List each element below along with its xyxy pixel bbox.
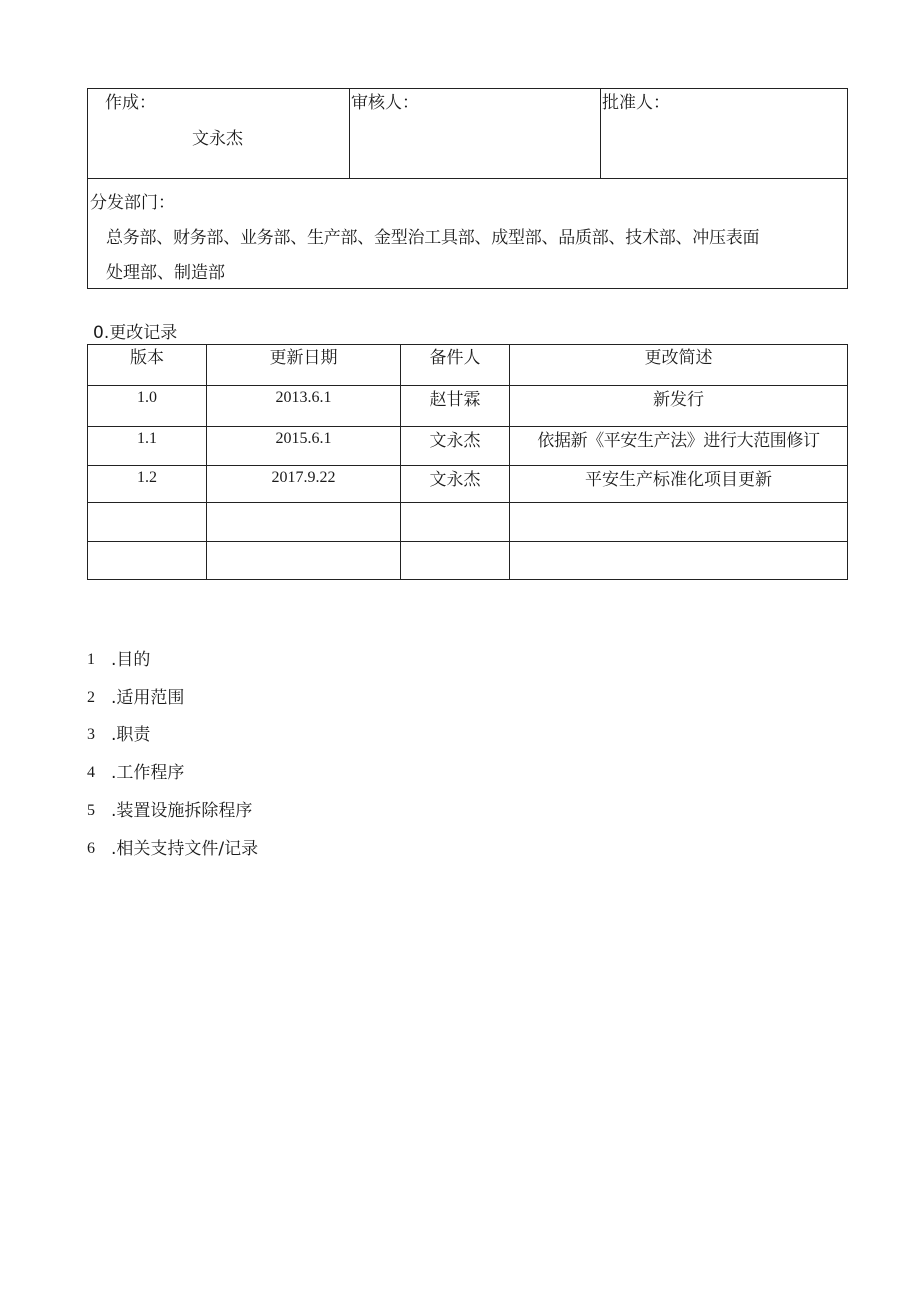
table-border bbox=[600, 88, 601, 179]
toc-number: 4 bbox=[87, 764, 95, 781]
cell-description: 平安生产标准化项目更新 bbox=[585, 470, 772, 490]
cell-version: 1.0 bbox=[137, 389, 157, 406]
toc-number: 3 bbox=[87, 726, 95, 743]
cell-person: 文永杰 bbox=[429, 470, 481, 490]
cell-person: 文永杰 bbox=[429, 431, 481, 451]
table-border bbox=[87, 178, 848, 179]
col-header-version: 版本 bbox=[130, 348, 164, 368]
table-border bbox=[87, 579, 848, 580]
toc-text: .装置设施拆除程序 bbox=[111, 801, 253, 821]
table-border bbox=[87, 88, 88, 289]
reviewer-label: 审核人： bbox=[351, 93, 419, 113]
distribution-departments: 总务部、财务部、业务部、生产部、金型治工具部、成型部、品质部、技术部、冲压表面 bbox=[106, 228, 760, 248]
cell-version: 1.1 bbox=[137, 430, 157, 447]
col-header-date: 更新日期 bbox=[269, 348, 338, 368]
author-name: 文永杰 bbox=[192, 129, 243, 149]
col-header-description: 更改简述 bbox=[644, 348, 713, 368]
col-header-person: 备件人 bbox=[429, 348, 481, 368]
table-border bbox=[847, 344, 848, 580]
cell-person: 赵甘霖 bbox=[429, 390, 481, 410]
author-label: 作成： bbox=[105, 93, 156, 113]
table-border bbox=[87, 541, 848, 542]
table-border bbox=[87, 344, 88, 580]
toc-number: 6 bbox=[87, 840, 95, 857]
cell-description: 新发行 bbox=[653, 390, 704, 410]
toc-number: 1 bbox=[87, 651, 95, 668]
distribution-departments: 处理部、制造部 bbox=[106, 263, 225, 283]
toc-text: .工作程序 bbox=[111, 763, 185, 783]
toc-number: 2 bbox=[87, 689, 95, 706]
cell-version: 1.2 bbox=[137, 469, 157, 486]
table-border bbox=[87, 344, 848, 345]
table-border bbox=[87, 502, 848, 503]
table-border bbox=[87, 385, 848, 386]
cell-description: 依据新《平安生产法》进行大范围修订 bbox=[537, 431, 820, 451]
toc-text: .职责 bbox=[111, 725, 151, 745]
table-border bbox=[87, 465, 848, 466]
table-border bbox=[349, 88, 350, 179]
distribution-label: 分发部门： bbox=[90, 193, 175, 213]
cell-date: 2015.6.1 bbox=[275, 430, 332, 447]
table-border bbox=[206, 344, 207, 580]
table-border bbox=[87, 288, 848, 289]
table-border bbox=[87, 426, 848, 427]
table-border bbox=[400, 344, 401, 580]
toc-number: 5 bbox=[87, 802, 95, 819]
approver-label: 批准人： bbox=[602, 93, 670, 113]
toc-text: .适用范围 bbox=[111, 688, 185, 708]
table-border bbox=[87, 88, 848, 89]
toc-text: .目的 bbox=[111, 650, 151, 670]
table-border bbox=[847, 88, 848, 289]
table-border bbox=[509, 344, 510, 580]
cell-date: 2017.9.22 bbox=[271, 469, 336, 486]
revision-title: 0.更改记录 bbox=[93, 323, 178, 343]
toc-text: .相关支持文件/记录 bbox=[111, 839, 259, 859]
cell-date: 2013.6.1 bbox=[275, 389, 332, 406]
